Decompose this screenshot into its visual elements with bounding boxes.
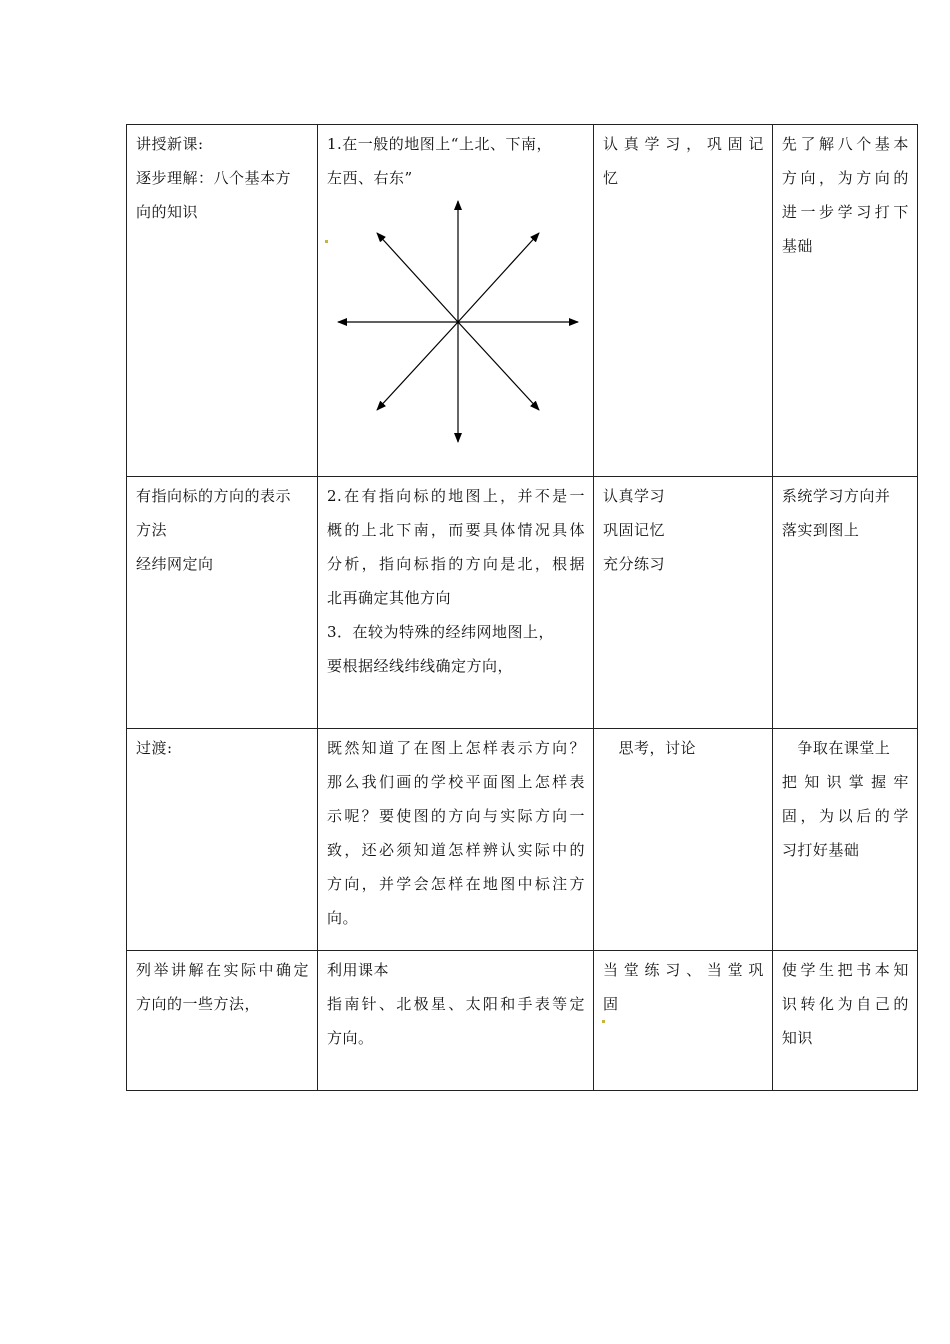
cell-text: 有指向标的方向的表示 <box>136 487 292 505</box>
design-intent-cell <box>772 729 917 951</box>
student-activity-cell <box>594 951 773 1091</box>
cell-text: 分析，指向标指的方向是北，根据 <box>327 555 585 573</box>
cell-text: 过渡: <box>136 739 173 757</box>
cell-text: 方向，为方向的 <box>781 169 909 187</box>
cell-text: 方向。 <box>327 1029 374 1047</box>
cell-text: 3．在较为特殊的经纬网地图上， <box>327 623 555 641</box>
cell-text: 争取在课堂上 <box>781 739 891 757</box>
cell-text: 向的知识 <box>136 203 199 221</box>
cell-text: 思考，讨论 <box>603 739 697 757</box>
design-intent-cell <box>772 125 917 477</box>
student-activity-cell <box>594 477 773 729</box>
cell-text: 利用课本 <box>327 961 390 979</box>
cell-text: 左西、右东” <box>327 169 413 187</box>
northwest-arrow <box>377 233 458 322</box>
cell-text: 固，为以后的学 <box>781 807 909 825</box>
cell-text: 落实到图上 <box>781 521 860 539</box>
cell-text: 北再确定其他方向 <box>327 589 452 607</box>
eight-directions-diagram <box>327 197 585 447</box>
cell-text: 既然知道了在图上怎样表示方向？ <box>327 739 585 757</box>
cell-text: 固 <box>603 995 619 1013</box>
cell-text: 概的上北下南，而要具体情况具体 <box>327 521 585 539</box>
cell-text: 基础 <box>781 237 813 255</box>
cell-text: 方向的一些方法， <box>136 995 261 1013</box>
student-activity-cell <box>594 125 773 477</box>
cell-text: 识转化为自己的 <box>781 995 909 1013</box>
cell-text: 1.在一般的地图上“上北、下南， <box>327 135 552 153</box>
cell-text: 列举讲解在实际中确定 <box>136 961 309 979</box>
student-activity-cell <box>594 729 773 951</box>
cell-text: 充分练习 <box>603 555 666 573</box>
teaching-content-cell <box>127 729 318 951</box>
teacher-activity-cell <box>318 951 594 1091</box>
teacher-activity-cell <box>318 729 594 951</box>
table-row <box>127 951 918 1091</box>
cell-text: 示呢？要使图的方向与实际方向一 <box>327 807 585 825</box>
cell-text: 把 知 识 掌 握 牢 <box>781 773 909 791</box>
cell-text: 巩固记忆 <box>603 521 666 539</box>
cell-text: 习打好基础 <box>781 841 860 859</box>
cell-text: 那么我们画的学校平面图上怎样表 <box>327 773 585 791</box>
design-intent-cell <box>772 477 917 729</box>
cell-text: 先了解八个基本 <box>781 135 909 153</box>
lesson-plan-table <box>126 124 918 1091</box>
southwest-arrow <box>377 322 458 410</box>
cell-text: 致，还必须知道怎样辨认实际中的 <box>327 841 585 859</box>
decorative-mark <box>602 1020 605 1023</box>
teacher-activity-cell <box>318 125 594 477</box>
cell-text: 逐步理解：八个基本方 <box>136 169 292 187</box>
decorative-mark <box>325 240 328 243</box>
cell-text: 系统学习方向并 <box>781 487 891 505</box>
table-row <box>127 125 918 477</box>
cell-text: 认真学习 <box>603 487 666 505</box>
cell-text: 认 真 学 习 ， 巩 固 记 <box>603 135 764 153</box>
design-intent-cell <box>772 951 917 1091</box>
cell-text: 要根据经线纬线确定方向， <box>327 657 514 675</box>
cell-text: 当堂练习、当堂巩 <box>603 961 764 979</box>
cell-text: 2.在有指向标的地图上，并不是一 <box>327 487 585 505</box>
cell-text: 忆 <box>603 169 619 187</box>
table-row <box>127 477 918 729</box>
table-row <box>127 729 918 951</box>
teaching-content-cell <box>127 477 318 729</box>
cell-text: 方向，并学会怎样在地图中标注方 <box>327 875 585 893</box>
cell-text: 使学生把书本知 <box>781 961 909 979</box>
cell-text: 指南针、北极星、太阳和手表等定 <box>327 995 585 1013</box>
southeast-arrow <box>458 322 539 410</box>
cell-text: 进一步学习打下 <box>781 203 909 221</box>
teaching-content-cell <box>127 125 318 477</box>
cell-text: 经纬网定向 <box>136 555 214 573</box>
cell-text: 方法 <box>136 521 168 539</box>
cell-text: 讲授新课: <box>136 135 204 153</box>
teaching-content-cell <box>127 951 318 1091</box>
cell-text: 知识 <box>781 1029 813 1047</box>
teacher-activity-cell <box>318 477 594 729</box>
cell-text: 向。 <box>327 909 359 927</box>
northeast-arrow <box>458 233 539 322</box>
